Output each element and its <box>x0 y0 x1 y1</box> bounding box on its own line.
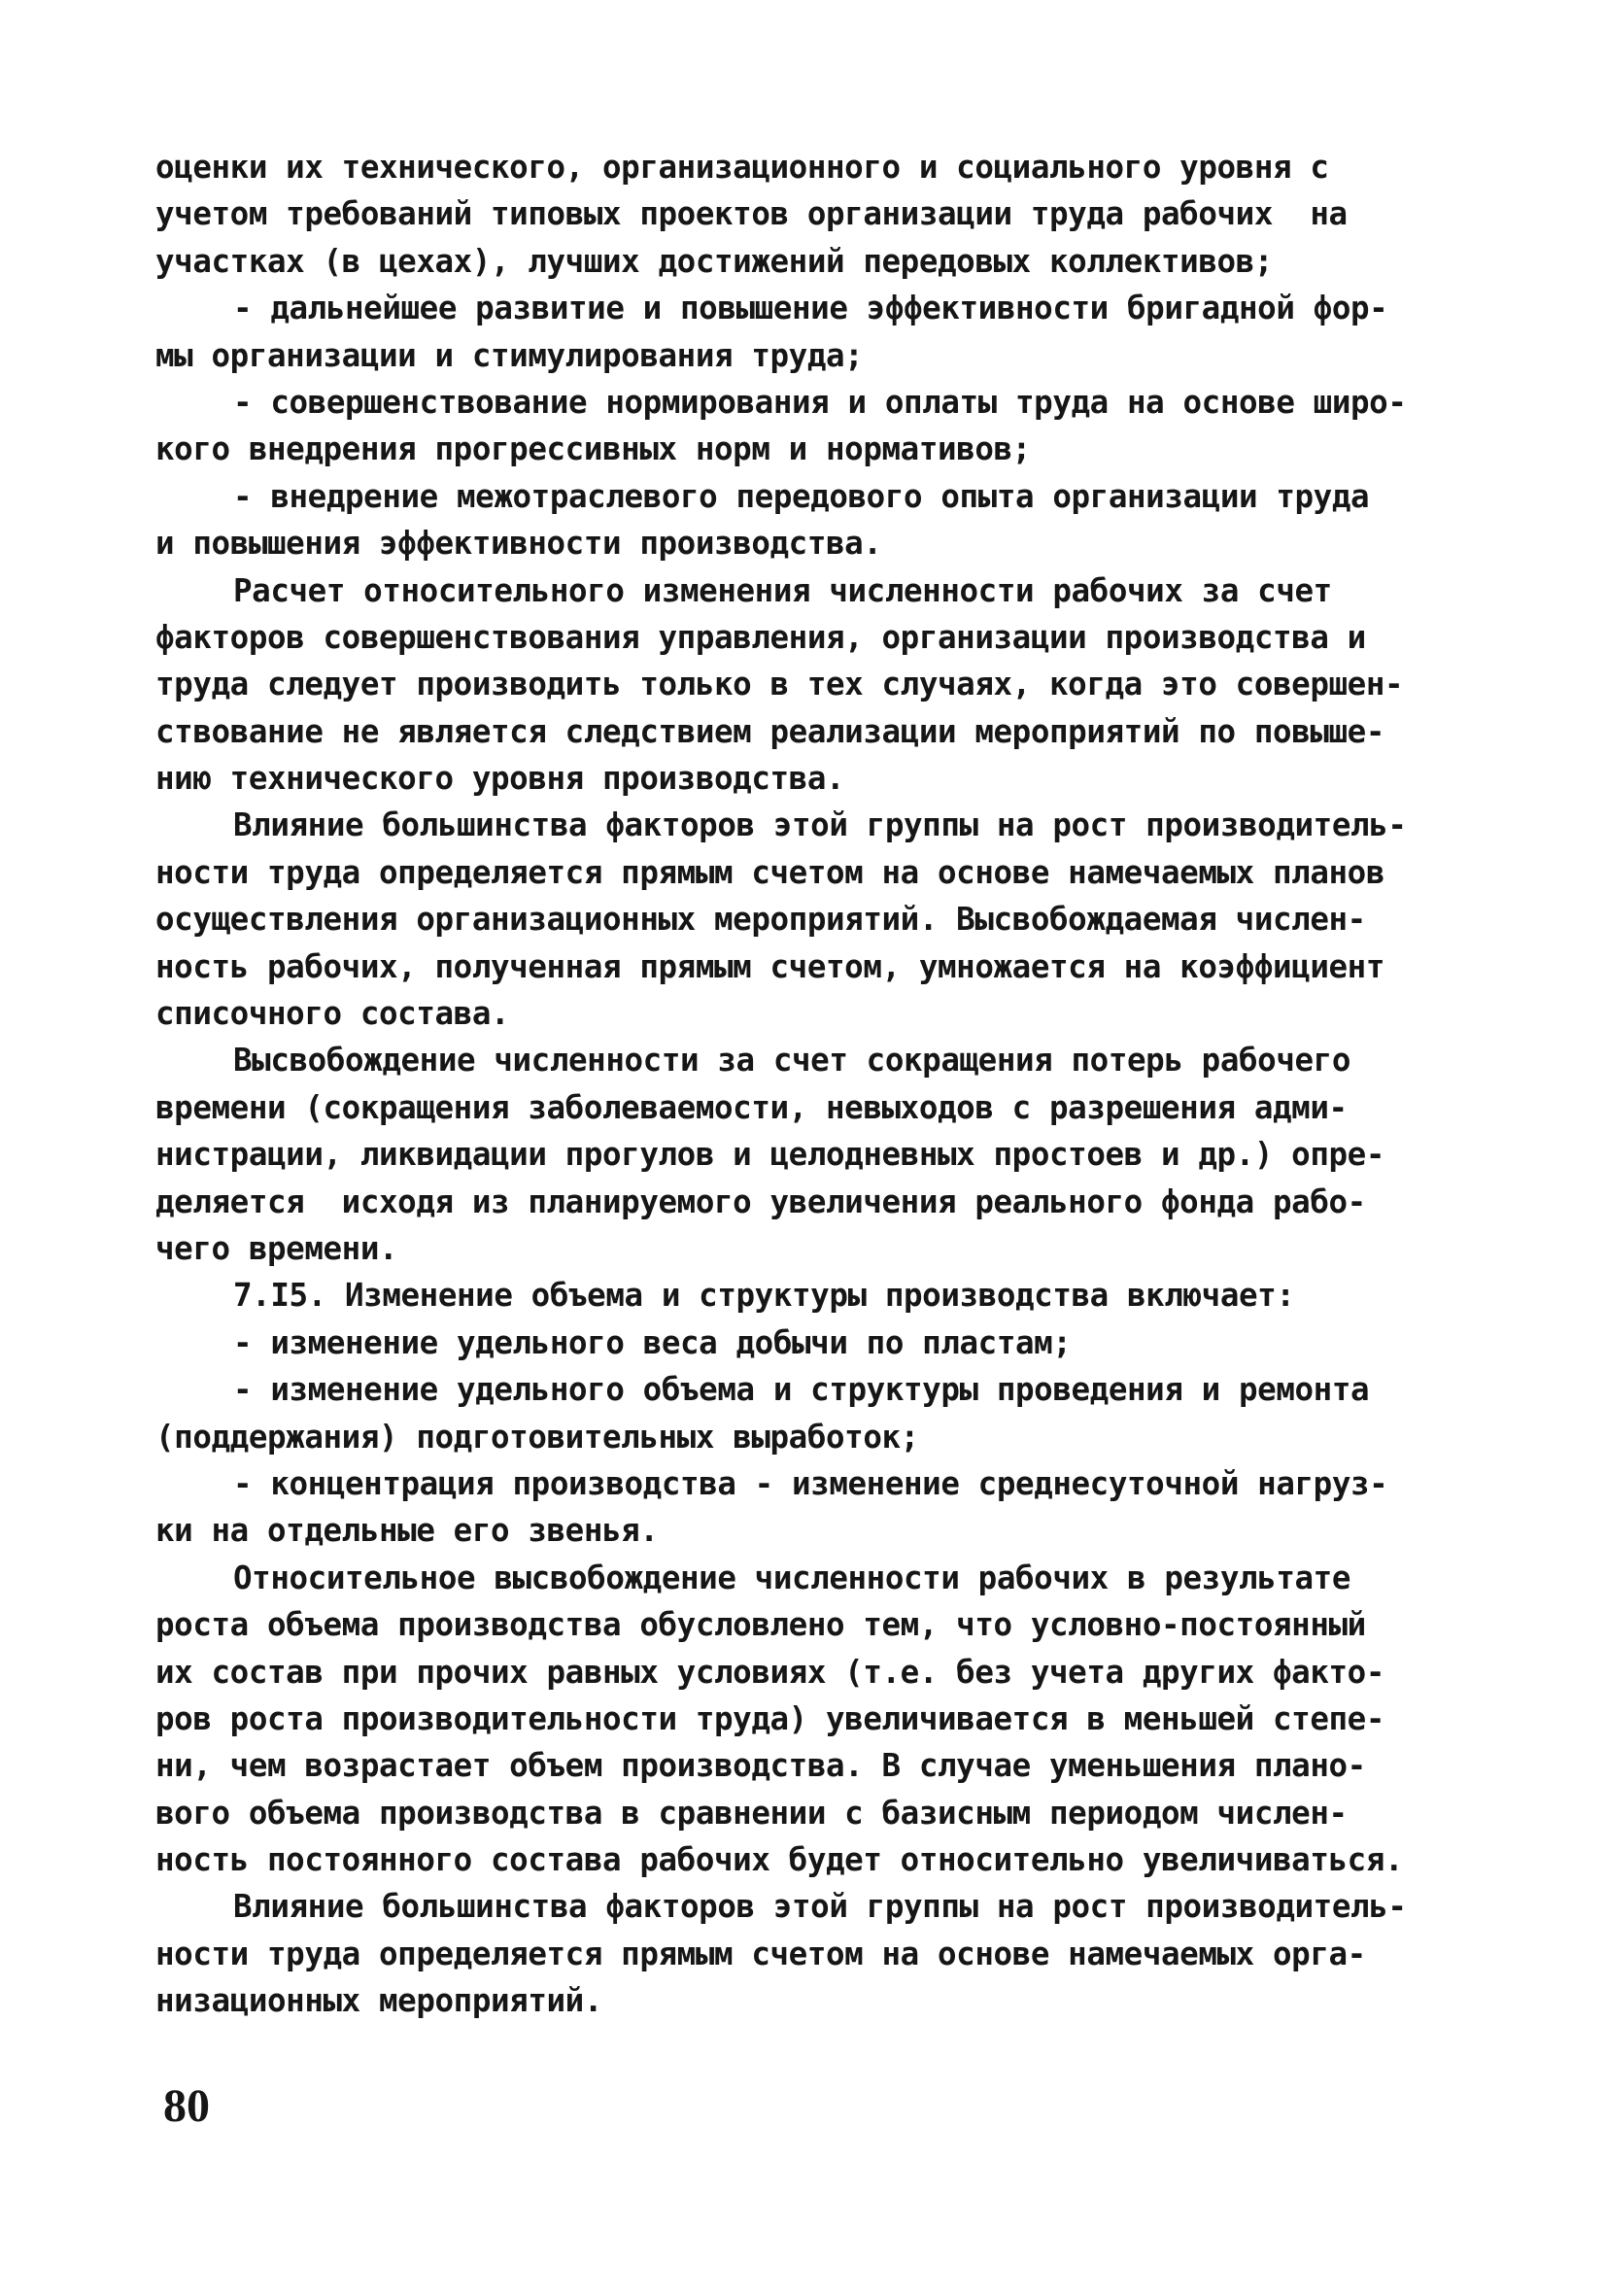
text-line: - дальнейшее развитие и повышение эффективности бригадной фор- <box>233 290 1388 327</box>
text-line: Влияние большинства факторов этой группы на рост производитель- <box>233 806 1407 844</box>
page-number: 80 <box>163 2080 210 2132</box>
text-line: труда следует производить только в тех случаях, когда это совершен- <box>155 666 1404 703</box>
text-line: Относительное высвобождение численности рабочих в результате <box>233 1559 1350 1596</box>
text-line: ки на отдельные его звенья. <box>155 1512 659 1550</box>
text-line: Расчет относительного изменения численности рабочих за счет <box>233 571 1332 609</box>
text-line: роста объема производства обусловлено тем, что условно-постоянный <box>155 1606 1366 1644</box>
section-heading-line: 7.I5. Изменение объема и структуры производства включает: <box>233 1277 1295 1315</box>
text-line: кого внедрения прогрессивных норм и нормативов; <box>155 430 1031 468</box>
text-line: Влияние большинства факторов этой группы на рост производитель- <box>233 1888 1407 1926</box>
text-line: нистрации, ликвидации прогулов и целодневных простоев и др.) опре- <box>155 1136 1384 1174</box>
text-line: ствование не является следствием реализации мероприятий по повыше- <box>155 712 1384 750</box>
text-line: участках (в цехах), лучших достижений передовых коллективов; <box>155 242 1273 280</box>
text-line: списочного состава. <box>155 995 510 1033</box>
text-line: времени (сокращения заболеваемости, невыходов с разрешения адми- <box>155 1088 1348 1126</box>
text-line: чего времени. <box>155 1229 398 1267</box>
text-line: их состав при прочих равных условиях (т.е. без учета других факто- <box>155 1653 1384 1691</box>
text-line: мы организации и стимулирования труда; <box>155 336 864 374</box>
text-line: вого объема производства в сравнении с базисным периодом числен- <box>155 1794 1348 1832</box>
text-line: деляется исходя из планируемого увеличения реального фонда рабо- <box>155 1182 1366 1220</box>
body-text <box>155 144 1457 2025</box>
text-line: ни, чем возрастает объем производства. В случае уменьшения плано- <box>155 1747 1366 1785</box>
text-line: осуществления организационных мероприятий. Высвобождаемая числен- <box>155 901 1366 939</box>
text-line: нию технического уровня производства. <box>155 760 845 798</box>
text-line: и повышения эффективности производства. <box>155 525 882 563</box>
text-line: Высвобождение численности за счет сокращения потерь рабочего <box>233 1042 1350 1079</box>
text-line: ров роста производительности труда) увеличивается в меньшей степе- <box>155 1699 1384 1737</box>
text-line: факторов совершенствования управления, организации производства и <box>155 618 1366 656</box>
text-line: ности труда определяется прямым счетом на основе намечаемых орга- <box>155 1935 1366 1972</box>
text-line: ности труда определяется прямым счетом на основе намечаемых планов <box>155 853 1384 891</box>
text-line: оценки их технического, организационного и социального уровня с <box>155 149 1329 186</box>
text-line: - изменение удельного веса добычи по пластам; <box>233 1323 1072 1361</box>
text-line: (поддержания) подготовительных выработок; <box>155 1418 919 1456</box>
text-line: - совершенствование нормирования и оплаты труда на основе широ- <box>233 383 1407 421</box>
text-line: низационных мероприятий. <box>155 1982 602 2020</box>
text-line: учетом требований типовых проектов организации труда рабочих на <box>155 195 1348 233</box>
text-line: ность рабочих, полученная прямым счетом, умножается на коэффициент <box>155 947 1384 985</box>
text-line: ность постоянного состава рабочих будет относительно увеличиваться. <box>155 1841 1404 1879</box>
text-line: - изменение удельного объема и структуры проведения и ремонта <box>233 1371 1370 1409</box>
text-line: - внедрение межотраслевого передового опыта организации труда <box>233 477 1370 515</box>
text-line: - концентрация производства - изменение среднесуточной нагруз- <box>233 1464 1388 1502</box>
